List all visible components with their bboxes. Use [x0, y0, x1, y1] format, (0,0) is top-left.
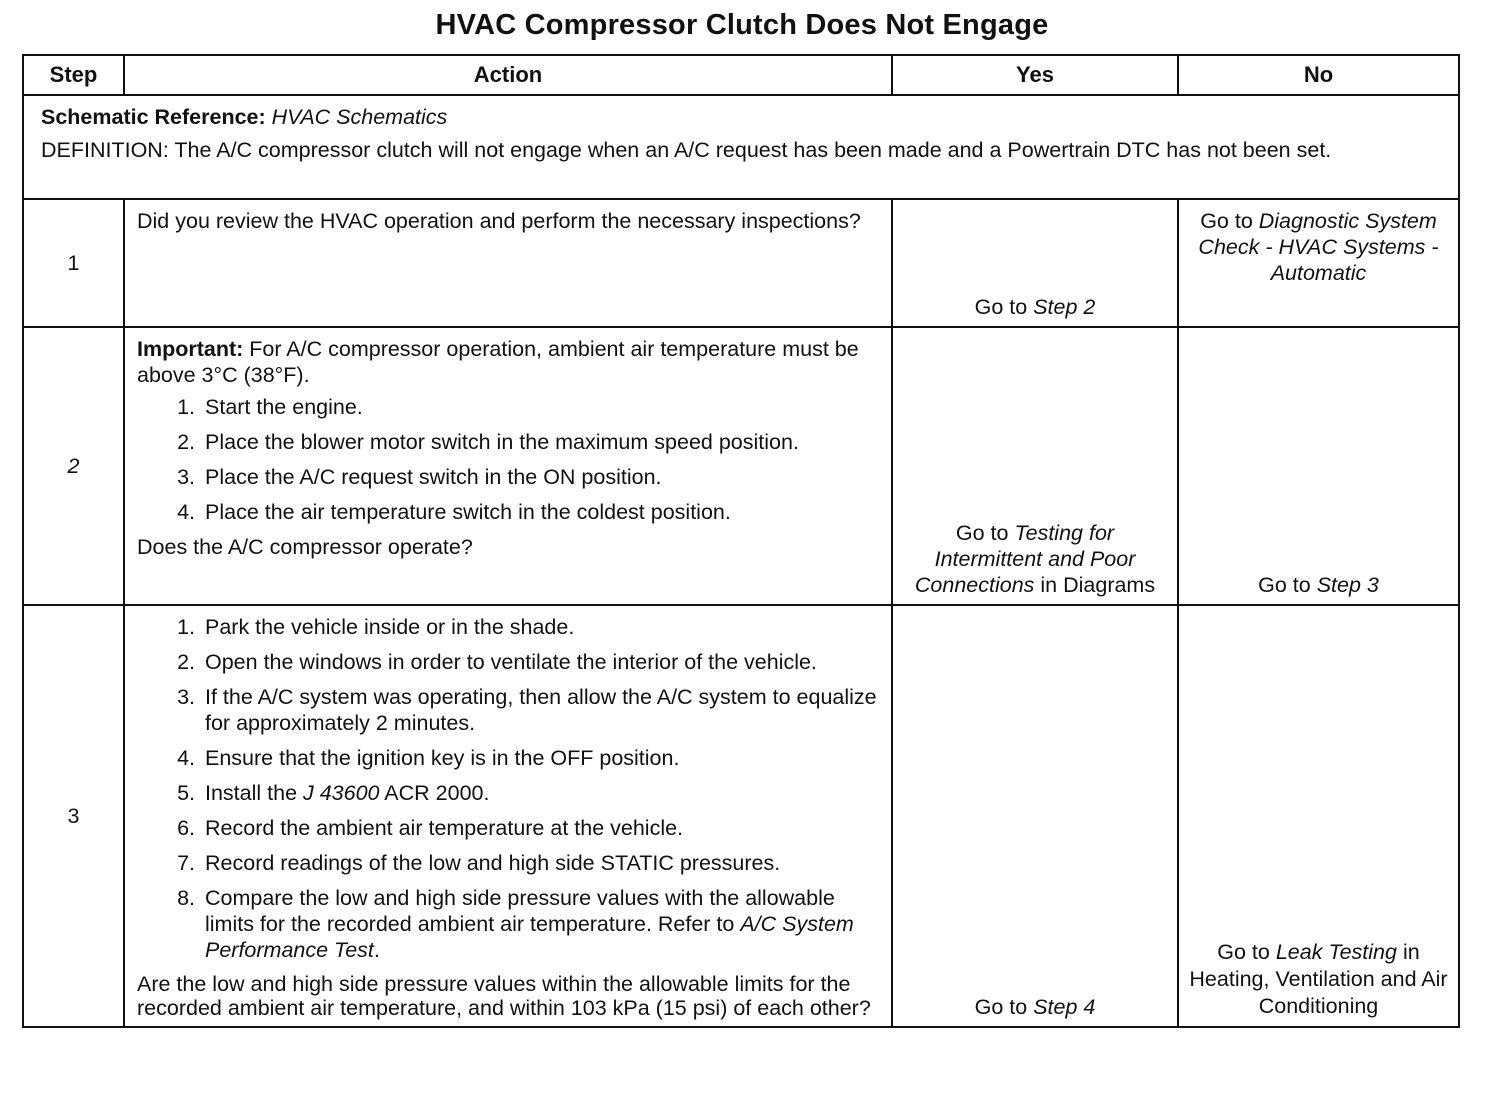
substep-number: 2.: [177, 650, 195, 674]
table-row: [23, 605, 1459, 1027]
list-item: [137, 464, 881, 490]
substep-text: Place the air temperature switch in the coldest position.: [205, 500, 731, 524]
reference-row: [23, 95, 1459, 199]
substep-number: 8.: [177, 886, 195, 910]
yes-link[interactable]: Step 2: [1033, 295, 1096, 319]
definition-text: DEFINITION: The A/C compressor clutch will not engage when an A/C request has been made and a Powertrain DTC has not been set.: [41, 138, 1332, 162]
schematic-reference-link[interactable]: HVAC Schematics: [271, 105, 448, 129]
substep-list: [137, 394, 881, 525]
header-yes: Yes: [892, 55, 1178, 95]
substep-text-post: ACR 2000.: [379, 781, 490, 805]
list-item: [137, 429, 881, 455]
no-link[interactable]: Leak Testing: [1275, 940, 1397, 964]
no-link[interactable]: Diagnostic System Check - HVAC Systems - Automatic: [1198, 209, 1439, 285]
substep-text: Record the ambient air temperature at the vehicle.: [205, 816, 684, 840]
substep-number: 4.: [177, 500, 195, 524]
reference-cell: [23, 95, 1459, 199]
header-step: Step: [23, 55, 124, 95]
no-cell: [1178, 199, 1459, 327]
substep-number: 1.: [177, 395, 195, 419]
step-number: 2: [23, 327, 124, 605]
list-item: [137, 885, 881, 963]
yes-suffix: in Diagrams: [1034, 573, 1156, 597]
step-number: 1: [23, 199, 124, 327]
action-cell: [124, 327, 892, 605]
yes-prefix: Go to: [955, 521, 1015, 545]
question-text: Does the A/C compressor operate?: [137, 535, 473, 559]
schematic-reference-label: Schematic Reference:: [41, 105, 266, 129]
header-row: [23, 55, 1459, 95]
action-cell: [124, 199, 892, 327]
yes-prefix: Go to: [974, 295, 1034, 319]
substep-number: 4.: [177, 746, 195, 770]
list-item: [137, 815, 881, 841]
no-cell: [1178, 327, 1459, 605]
yes-cell: [892, 327, 1178, 605]
yes-prefix: Go to: [974, 995, 1034, 1019]
no-prefix: Go to: [1217, 940, 1276, 964]
list-item: [137, 684, 881, 736]
header-action: Action: [124, 55, 892, 95]
substep-text: Record readings of the low and high side STATIC pressures.: [205, 851, 781, 875]
no-cell: [1178, 605, 1459, 1027]
list-item: [137, 780, 881, 806]
yes-link[interactable]: Step 4: [1033, 995, 1096, 1019]
table-row: [23, 327, 1459, 605]
substep-number: 1.: [177, 615, 195, 639]
list-item: [137, 394, 881, 420]
substep-text: Open the windows in order to ventilate the interior of the vehicle.: [205, 650, 817, 674]
substep-number: 3.: [177, 465, 195, 489]
important-text: For A/C compressor operation, ambient air temperature must be above 3°C (38°F).: [137, 337, 859, 387]
substep-text: Start the engine.: [205, 395, 363, 419]
substep-number: 6.: [177, 816, 195, 840]
table-row: [23, 199, 1459, 327]
substep-list: [137, 614, 881, 963]
page-title: HVAC Compressor Clutch Does Not Engage: [435, 9, 1049, 41]
list-item: [137, 745, 881, 771]
schematic-reference: [41, 104, 1440, 130]
yes-cell: [892, 199, 1178, 327]
substep-text: Place the blower motor switch in the maximum speed position.: [205, 430, 799, 454]
step-number: 3: [23, 605, 124, 1027]
substep-text: If the A/C system was operating, then allow the A/C system to equalize for approximately 2 minutes.: [205, 685, 877, 735]
no-suffix: in Heating, Ventilation and Air Conditioning: [1189, 940, 1448, 1018]
important-note: [137, 336, 881, 388]
no-link[interactable]: Step 3: [1316, 573, 1379, 597]
list-item: [137, 850, 881, 876]
no-prefix: Go to: [1200, 209, 1259, 233]
yes-link[interactable]: Testing for Intermittent and Poor Connections: [914, 521, 1136, 597]
question-text: Are the low and high side pressure values within the allowable limits for the recorded ambient air temperature, and within 103 kPa (15 psi) of each other?: [137, 972, 871, 1020]
question-text: Did you review the HVAC operation and perform the necessary inspections?: [137, 209, 861, 233]
important-label: Important:: [137, 337, 244, 361]
substep-number: 5.: [177, 781, 195, 805]
list-item: [137, 649, 881, 675]
substep-text: Place the A/C request switch in the ON position.: [205, 465, 662, 489]
list-item: [137, 614, 881, 640]
action-cell: [124, 605, 892, 1027]
list-item: [137, 499, 881, 525]
no-prefix: Go to: [1258, 573, 1317, 597]
substep-text: [205, 885, 881, 963]
substep-text: [205, 780, 881, 806]
header-no: No: [1178, 55, 1459, 95]
diagnostic-table: [22, 54, 1460, 1028]
substep-number: 7.: [177, 851, 195, 875]
substep-number: 2.: [177, 430, 195, 454]
substep-number: 3.: [177, 685, 195, 709]
substep-text-pre: Install the: [205, 781, 303, 805]
substep-text-pre: Compare the low and high side pressure values with the allowable limits for the recorded ambient air temperature. Refer to: [205, 886, 835, 936]
tool-reference[interactable]: J 43600: [303, 781, 380, 805]
performance-test-link[interactable]: A/C System Performance Test: [205, 912, 854, 962]
substep-text-post: .: [373, 938, 380, 962]
substep-text: Ensure that the ignition key is in the OFF position.: [205, 746, 680, 770]
yes-cell: [892, 605, 1178, 1027]
substep-text: Park the vehicle inside or in the shade.: [205, 615, 575, 639]
